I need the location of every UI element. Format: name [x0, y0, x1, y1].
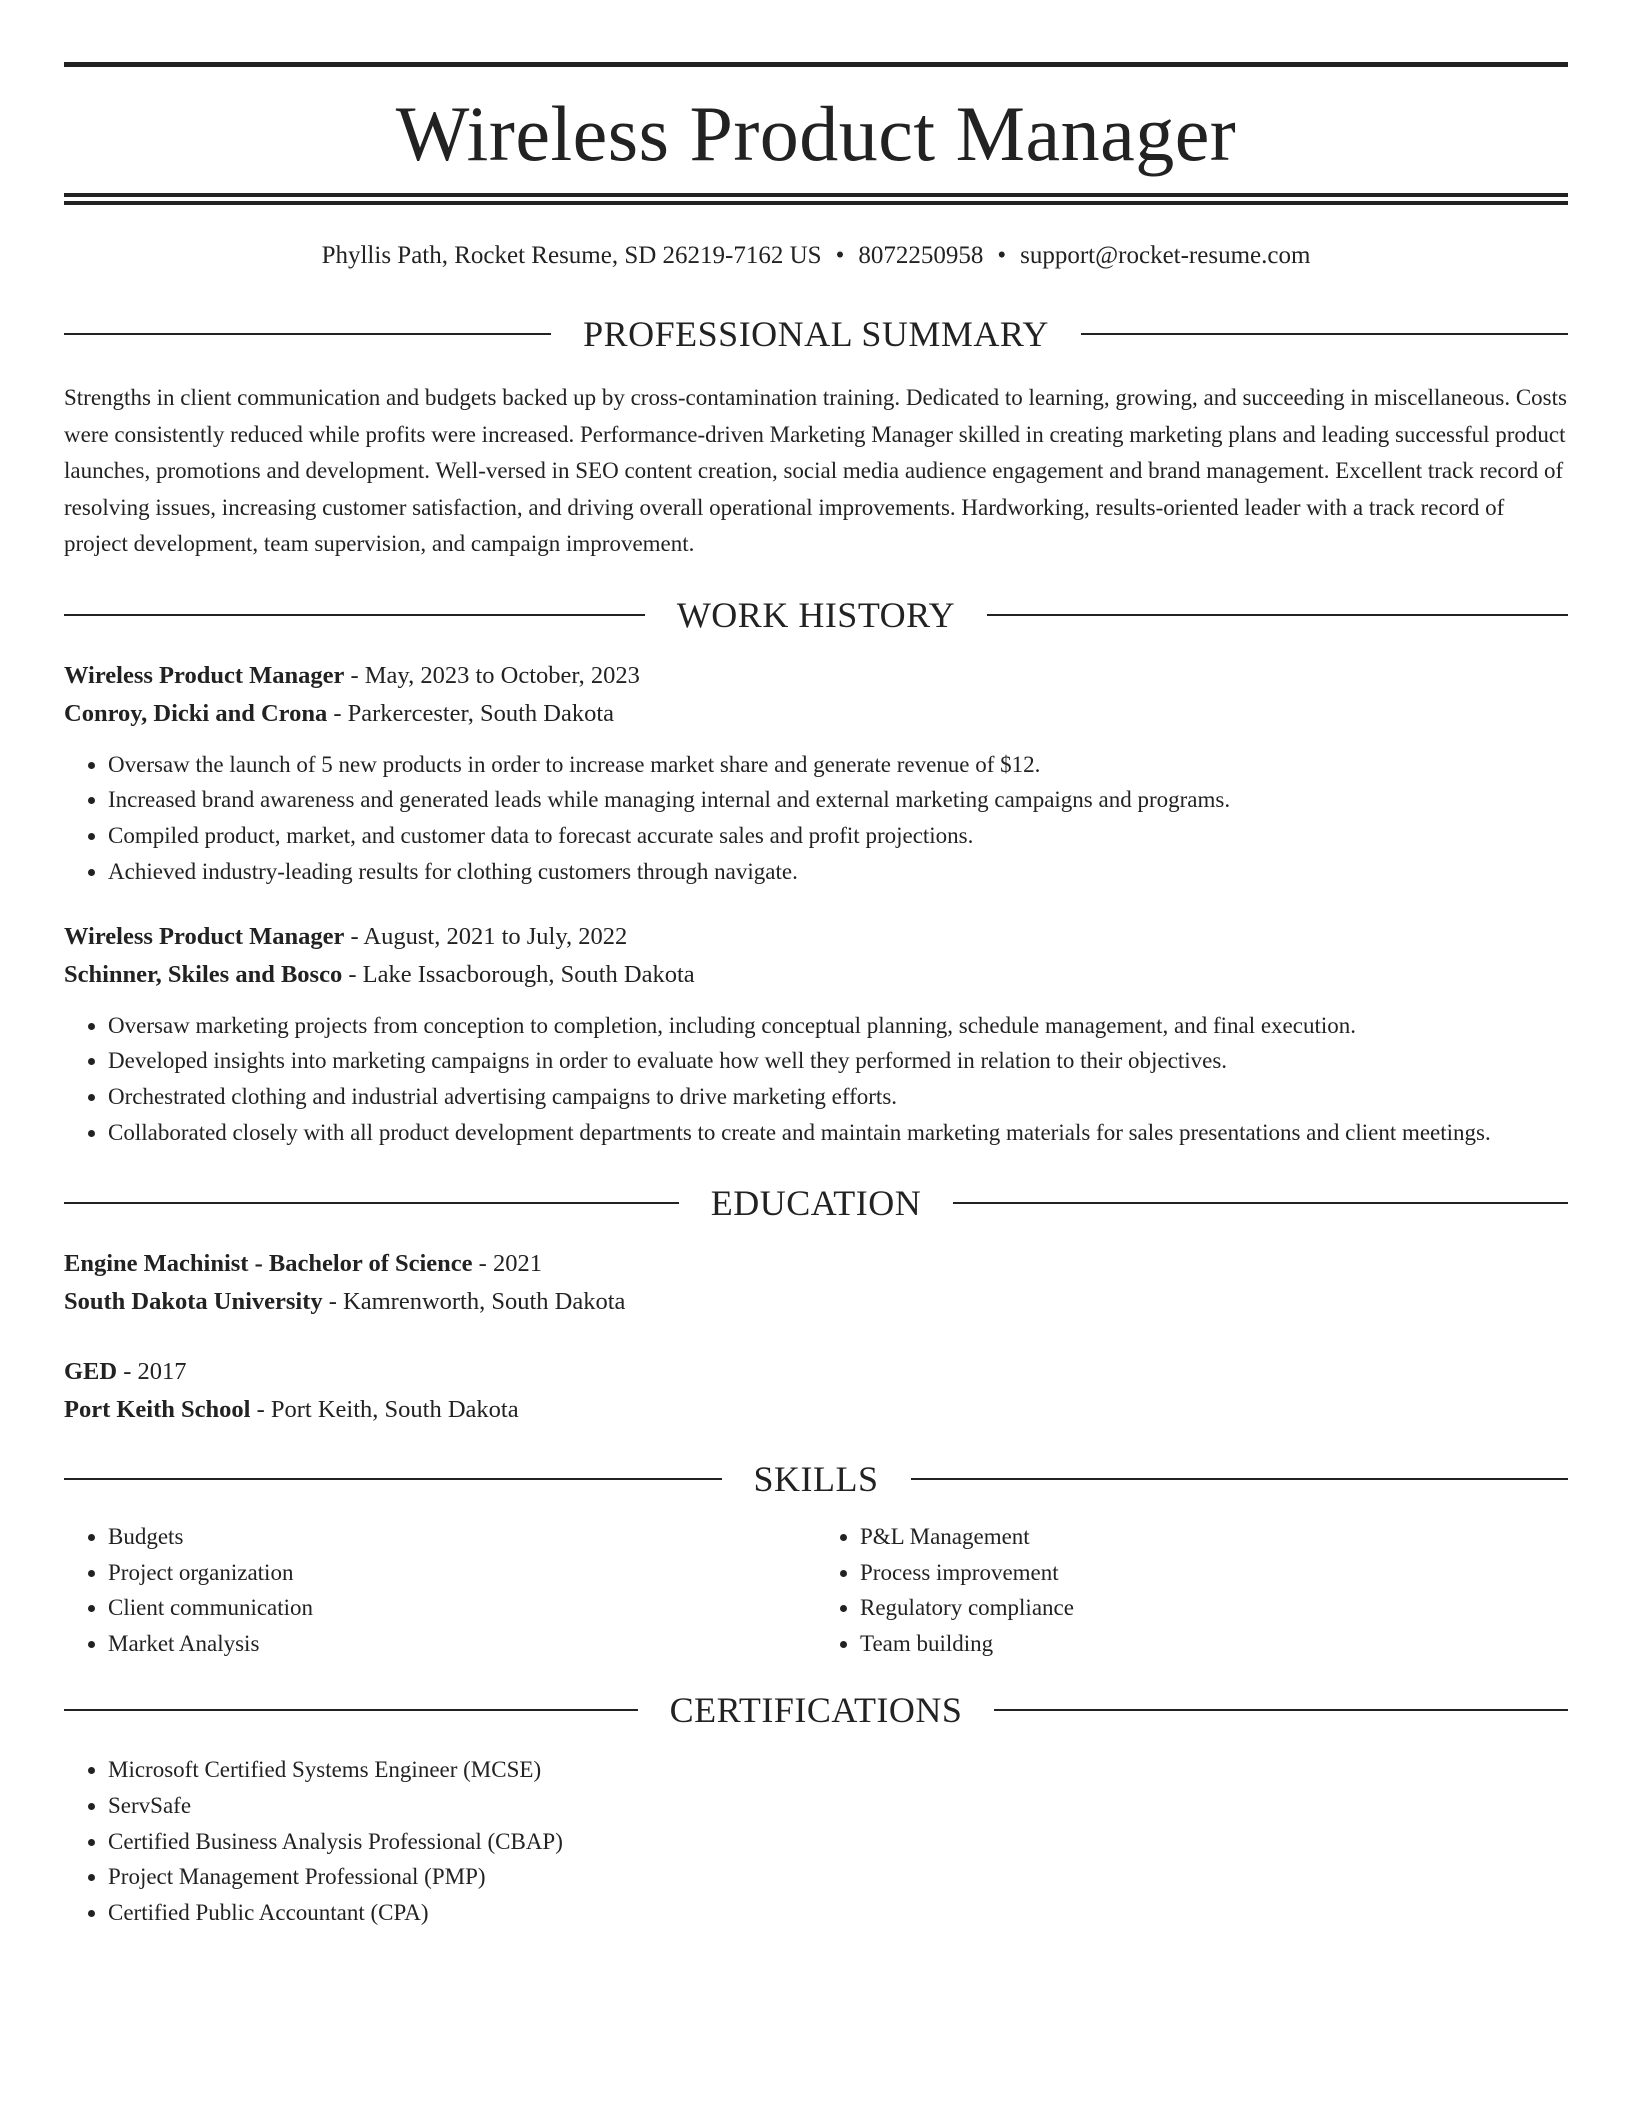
list-item: • Increased brand awareness and generated leads while managing internal and external marketing campaigns and programs.	[108, 782, 1568, 818]
list-item: • Oversaw marketing projects from conception to completion, including conceptual planning, schedule management, and final execution.	[108, 1008, 1568, 1044]
page-title: Wireless Product Manager	[395, 90, 1237, 177]
job-location: - Parkercester, South Dakota	[327, 699, 615, 727]
education-location: - Kamrenworth, South Dakota	[322, 1287, 626, 1315]
job-dates: - August, 2021 to July, 2022	[344, 922, 628, 950]
list-item: • Achieved industry-leading results for clothing customers through navigate.	[108, 854, 1568, 890]
skills-column-left	[64, 1519, 816, 1662]
job-title-line	[64, 918, 1568, 956]
section-title-education: EDUCATION	[710, 1182, 922, 1223]
job-title-line	[64, 657, 1568, 695]
list-item: • Certified Business Analysis Professional (CBAP)	[108, 1824, 1568, 1860]
job-dates: - May, 2023 to October, 2023	[344, 661, 640, 689]
summary-paragraph: Strengths in client communication and budgets backed up by cross-contamination training. Dedicated to learning, growing, and succeeding in miscellaneous. Costs were consistently reduced while profits were increased. Performance-driven Marketing Manager skilled in creating marketing plans and leading successful product launches, promotions and development. Well-versed in SEO content creation, social media audience engagement and brand management. Excellent track record of resolving issues, increasing customer satisfaction, and driving overall operational improvements. Hardworking, results-oriented leader with a track record of project development, team supervision, and campaign improvement.	[64, 385, 1567, 556]
list-item: • Client communication	[108, 1590, 816, 1626]
education-degree-line	[64, 1245, 1568, 1283]
list-item: • Microsoft Certified Systems Engineer (MCSE)	[108, 1752, 1568, 1788]
section-rule-left	[64, 1709, 638, 1711]
contact-phone: 8072250958	[858, 242, 984, 269]
list-item: • Project Management Professional (PMP)	[108, 1859, 1568, 1895]
list-item: • Developed insights into marketing campaigns in order to evaluate how well they performed in relation to their objectives.	[108, 1043, 1568, 1079]
list-item: • Process improvement	[860, 1555, 1568, 1591]
education-year: - 2021	[472, 1249, 542, 1277]
section-title-skills: SKILLS	[753, 1458, 879, 1499]
contact-separator: •	[835, 242, 845, 269]
contact-line	[64, 243, 1568, 268]
section-rule-right	[953, 1202, 1568, 1204]
education-school: Port Keith School	[64, 1395, 251, 1423]
section-title-work: WORK HISTORY	[676, 594, 956, 635]
section-title-certifications: CERTIFICATIONS	[669, 1690, 963, 1731]
section-header-education	[64, 1182, 1568, 1223]
education-year: - 2017	[117, 1357, 187, 1385]
job-company: Conroy, Dicki and Crona	[64, 699, 328, 727]
list-item: • Oversaw the launch of 5 new products in order to increase market share and generate revenue of $12.	[108, 747, 1568, 783]
contact-address: Phyllis Path, Rocket Resume, SD 26219-7162 US	[321, 242, 822, 269]
job-company: Schinner, Skiles and Bosco	[64, 960, 343, 988]
section-rule-right	[1081, 333, 1568, 335]
job-bullets	[64, 1008, 1568, 1151]
list-item: • Team building	[860, 1626, 1568, 1662]
list-item: • Budgets	[108, 1519, 816, 1555]
list-item: • Project organization	[108, 1555, 816, 1591]
education-entry	[64, 1245, 1568, 1321]
section-rule-left	[64, 333, 551, 335]
education-degree-line	[64, 1353, 1568, 1391]
section-header-skills	[64, 1458, 1568, 1499]
list-item: • ServSafe	[108, 1788, 1568, 1824]
section-rule-right	[994, 1709, 1568, 1711]
contact-email: support@rocket-resume.com	[1020, 242, 1311, 269]
job-title: Wireless Product Manager	[64, 661, 345, 689]
list-item: • Orchestrated clothing and industrial advertising campaigns to drive marketing efforts.	[108, 1079, 1568, 1115]
skills-grid	[64, 1519, 1568, 1662]
education-school: South Dakota University	[64, 1287, 323, 1315]
section-header-work	[64, 594, 1568, 635]
education-school-line	[64, 1391, 1568, 1429]
list-item: • Certified Public Accountant (CPA)	[108, 1895, 1568, 1931]
list-item: • Regulatory compliance	[860, 1590, 1568, 1626]
list-item: • Market Analysis	[108, 1626, 816, 1662]
job-entry	[64, 918, 1568, 1151]
certifications-list	[64, 1752, 1568, 1931]
job-entry	[64, 657, 1568, 890]
skills-column-right	[816, 1519, 1568, 1662]
section-header-summary	[64, 316, 1568, 352]
education-degree: GED	[64, 1357, 118, 1385]
job-bullets	[64, 747, 1568, 890]
section-title-summary: PROFESSIONAL SUMMARY	[583, 314, 1049, 354]
contact-separator: •	[997, 242, 1007, 269]
section-rule-left	[64, 1478, 722, 1480]
job-company-line	[64, 695, 1568, 733]
section-rule-left	[64, 1202, 679, 1204]
section-rule-left	[64, 614, 645, 616]
education-degree: Engine Machinist - Bachelor of Science	[64, 1249, 473, 1277]
list-item: • Collaborated closely with all product development departments to create and maintain marketing materials for sales presentations and client meetings.	[108, 1115, 1568, 1151]
job-location: - Lake Issacborough, South Dakota	[342, 960, 695, 988]
title-double-rule	[64, 193, 1568, 205]
list-item: • P&L Management	[860, 1519, 1568, 1555]
job-company-line	[64, 956, 1568, 994]
education-school-line	[64, 1283, 1568, 1321]
education-location: - Port Keith, South Dakota	[250, 1395, 519, 1423]
job-title: Wireless Product Manager	[64, 922, 345, 950]
section-header-certifications	[64, 1690, 1568, 1731]
title-block	[64, 67, 1568, 193]
section-rule-right	[987, 614, 1568, 616]
section-rule-right	[911, 1478, 1569, 1480]
list-item: • Compiled product, market, and customer data to forecast accurate sales and profit projections.	[108, 818, 1568, 854]
education-entry	[64, 1353, 1568, 1429]
